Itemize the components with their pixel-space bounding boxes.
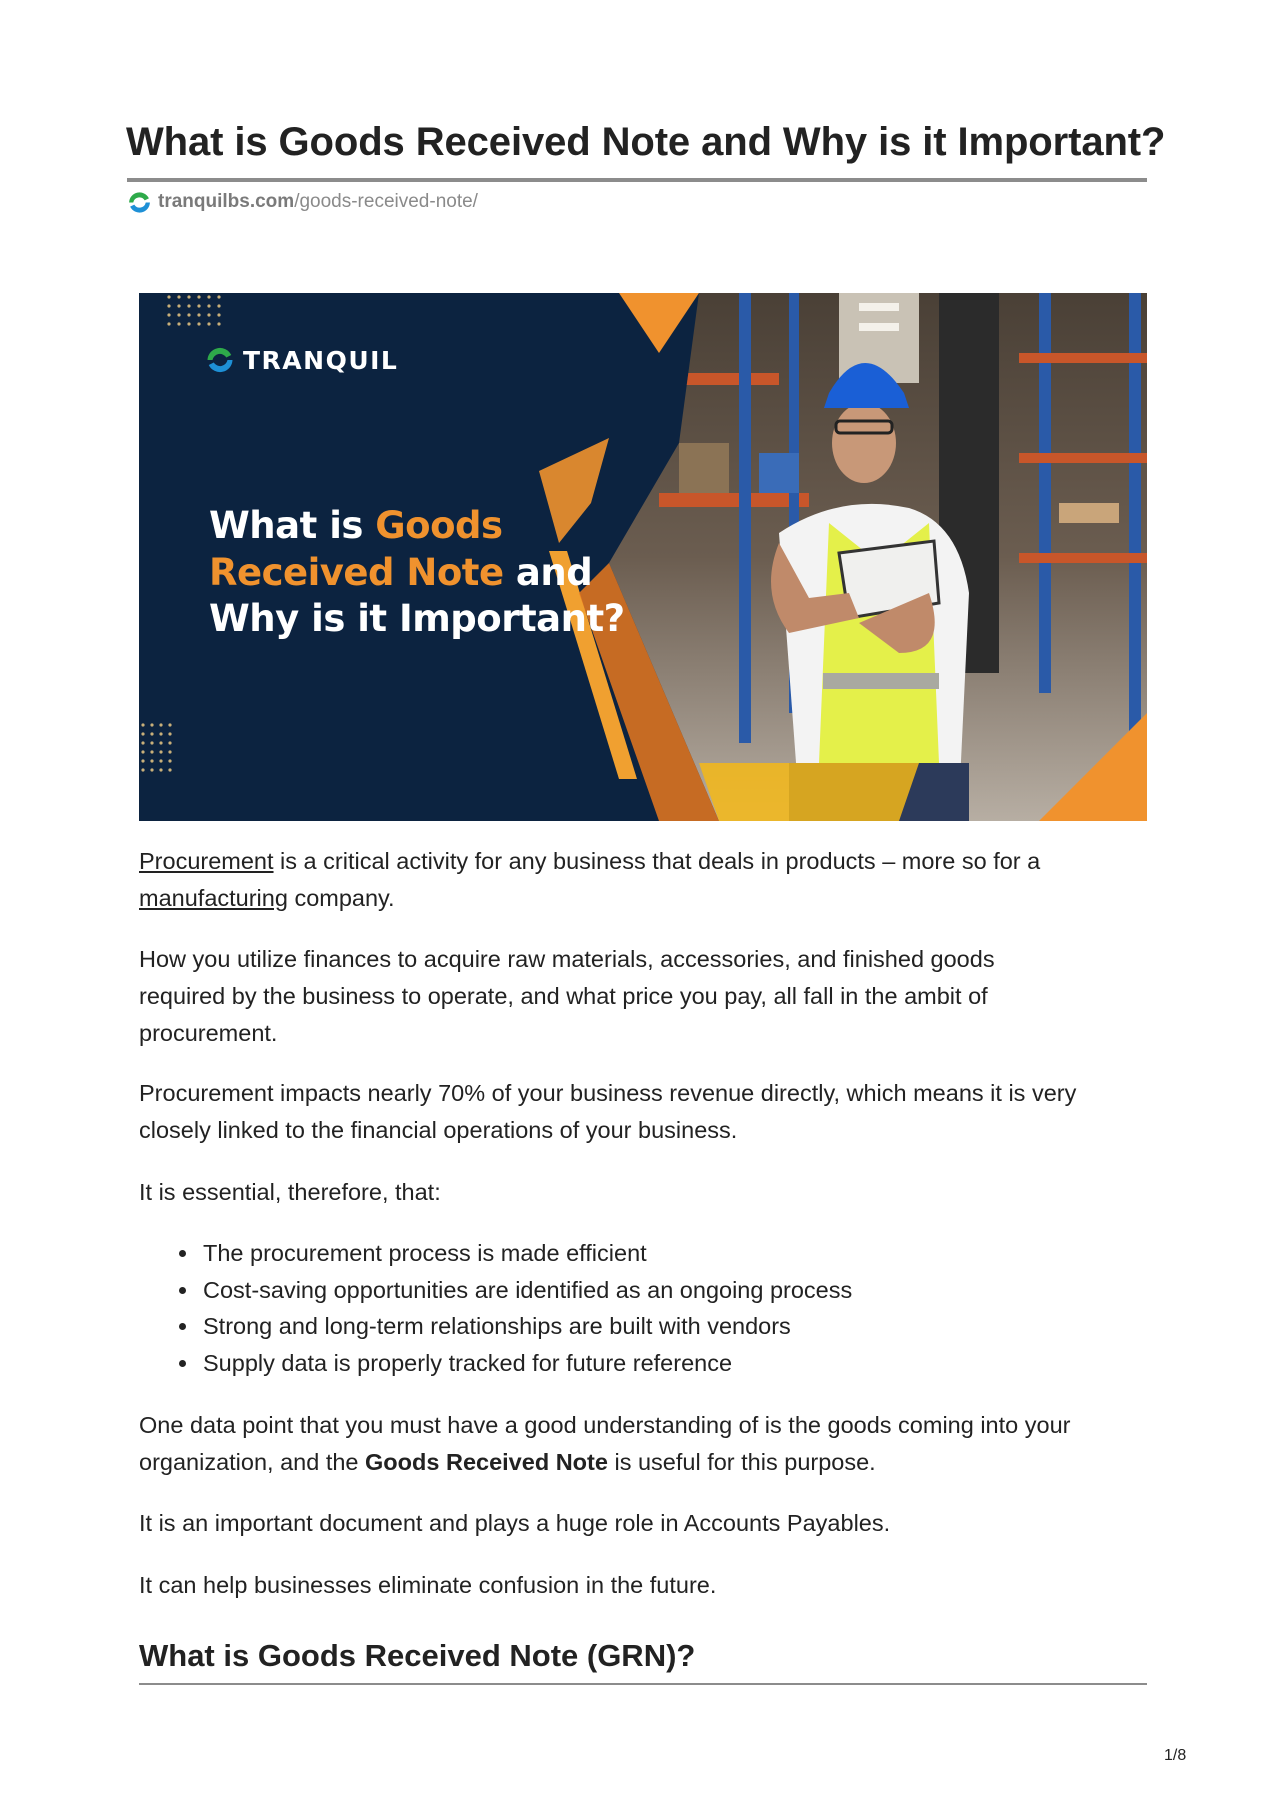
dot-grid-top xyxy=(167,295,220,325)
paragraph-text: Procurement impacts nearly 70% of your business revenue directly, which means it is very closely linked to the financial operations of your business. xyxy=(139,1080,1077,1143)
list-item-text: Supply data is properly tracked for future reference xyxy=(203,1349,733,1376)
manufacturing-link[interactable]: manufacturing xyxy=(139,884,288,911)
title-divider xyxy=(127,178,1147,182)
list-item xyxy=(139,1235,1149,1272)
bullet-icon xyxy=(179,1360,186,1367)
page-title: What is Goods Received Note and Why is it Important? xyxy=(126,120,1166,164)
banner-headline xyxy=(209,503,629,643)
paragraph-text: It is essential, therefore, that: xyxy=(139,1179,441,1205)
list-item-text: Strong and long-term relationships are built with vendors xyxy=(203,1313,791,1340)
paragraph-text: How you utilize finances to acquire raw materials, accessories, and finished goods required by the business to operate, and what price you pay, all fall in the ambit of procurement. xyxy=(139,946,995,1046)
bullet-icon xyxy=(179,1250,186,1257)
source-link[interactable] xyxy=(127,189,478,215)
paragraph-2 xyxy=(139,941,1069,1051)
paragraph-text: company. xyxy=(287,884,395,911)
headline-white-2: and xyxy=(503,550,593,594)
hero-banner xyxy=(139,293,1147,821)
brand-name: TRANQUIL xyxy=(243,345,399,375)
page-number: 1/8 xyxy=(1164,1747,1187,1764)
headline-orange-1: Goods xyxy=(375,504,503,547)
list-item xyxy=(139,1272,1149,1309)
paragraph-5 xyxy=(139,1407,1139,1481)
paragraph-text: is a critical activity for any business that deals in products – more so for a xyxy=(273,848,1041,874)
paragraph-4 xyxy=(139,1174,1149,1211)
bullet-icon xyxy=(179,1287,186,1294)
list-item xyxy=(139,1345,1149,1382)
paragraph-1 xyxy=(139,843,1149,917)
headline-orange-2: Received Note xyxy=(209,550,504,594)
section-divider xyxy=(139,1683,1147,1685)
source-domain: tranquilbs.com xyxy=(158,191,295,212)
list-item-text: Cost-saving opportunities are identified as an ongoing process xyxy=(203,1276,853,1303)
headline-white-1: What is xyxy=(209,504,376,547)
section-heading: What is Goods Received Note (GRN)? xyxy=(139,1638,696,1673)
list-item xyxy=(139,1308,1149,1345)
tranquil-brand-logo xyxy=(205,345,398,375)
tranquil-logo-icon xyxy=(127,190,152,215)
paragraph-text: It is an important document and plays a huge role in Accounts Payables. xyxy=(139,1510,891,1536)
paragraph-text: It can help businesses eliminate confusion in the future. xyxy=(139,1572,717,1598)
paragraph-text: is useful for this purpose. xyxy=(607,1448,876,1475)
paragraph-6 xyxy=(139,1505,1149,1542)
dot-grid-bottom xyxy=(141,723,171,771)
list-item-text: The procurement process is made efficient xyxy=(203,1240,647,1266)
requirements-list xyxy=(139,1235,1149,1381)
bullet-icon xyxy=(179,1323,186,1330)
paragraph-text: One data point that you must have a good understanding of is the goods coming into your organization, and the xyxy=(139,1412,1071,1475)
headline-white-3: Why is it Important? xyxy=(209,597,625,640)
bold-term: Goods Received Note xyxy=(365,1448,608,1475)
paragraph-7 xyxy=(139,1567,1149,1604)
tranquil-logo-icon xyxy=(205,345,235,375)
paragraph-3 xyxy=(139,1075,1149,1149)
procurement-link[interactable]: Procurement xyxy=(139,848,274,874)
source-path: /goods-received-note/ xyxy=(294,191,478,212)
